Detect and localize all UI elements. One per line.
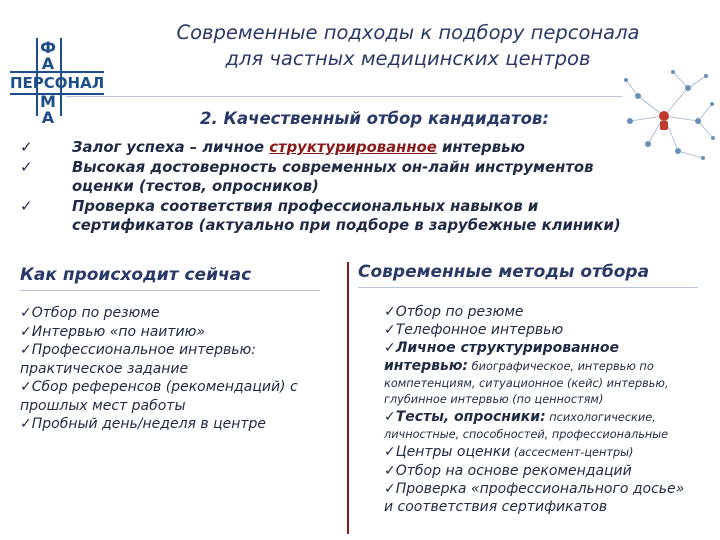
list-item xyxy=(20,341,340,360)
checkmark-icon: ✓ xyxy=(384,304,396,320)
left-column-heading: Как происходит сейчас xyxy=(20,265,252,285)
list-item-text: Проверка «профессионального досье» xyxy=(395,481,685,497)
list-item xyxy=(20,323,340,342)
title-line-2: для частных медицинских центров xyxy=(225,47,591,70)
list-item xyxy=(20,378,340,397)
list-item-continued: прошлых мест работы xyxy=(20,397,186,414)
logo-letter: А xyxy=(41,108,55,127)
right-heading-underline xyxy=(358,287,698,288)
slide-title xyxy=(118,20,698,72)
key-point xyxy=(20,158,700,197)
logo-letter: М xyxy=(40,92,56,111)
key-point-text: Высокая достоверность современных он-лайн инструментов xyxy=(72,158,594,176)
checkmark-icon: ✓ xyxy=(20,323,32,340)
title-line-1: Современные подходы к подбору персонала xyxy=(176,21,640,44)
list-item xyxy=(20,415,340,434)
checkmark-icon: ✓ xyxy=(384,463,396,479)
list-item-detail: биографическое, интервью по xyxy=(468,360,654,373)
list-item xyxy=(384,408,714,427)
list-item-detail: глубинное интервью (по ценностям) xyxy=(384,393,604,406)
list-item-continued: и соответствия сертификатов xyxy=(384,499,608,515)
list-item-text: Профессиональное интервью: xyxy=(31,342,256,358)
list-item-text: Сбор референсов (рекомендаций) с xyxy=(31,379,298,395)
key-point-text: Проверка соответствия профессиональных навыков и xyxy=(72,197,539,215)
list-item xyxy=(384,462,714,480)
list-item-text: Отбор на основе рекомендаций xyxy=(395,463,632,479)
key-points-list xyxy=(20,138,700,236)
list-item xyxy=(384,339,714,357)
checkmark-icon: ✓ xyxy=(20,196,33,215)
right-column-heading: Современные методы отбора xyxy=(358,262,650,282)
list-item-continued xyxy=(384,357,714,376)
checkmark-icon: ✓ xyxy=(20,342,32,358)
list-item-text: Пробный день/неделя в центре xyxy=(31,416,267,432)
list-item-text: интервью: xyxy=(384,358,469,374)
list-item-text: Тесты, опросники: xyxy=(395,409,546,425)
title-divider xyxy=(66,96,622,97)
checkmark-icon: ✓ xyxy=(384,481,396,497)
list-item xyxy=(384,443,714,462)
logo-row-text: ПЕРСОНАЛ xyxy=(10,71,104,95)
list-item xyxy=(20,304,340,323)
checkmark-icon: ✓ xyxy=(20,138,33,156)
key-point xyxy=(20,197,700,236)
list-item-text: Интервью «по наитию» xyxy=(31,323,206,340)
list-item-continued: практическое задание xyxy=(20,360,189,377)
key-point-text: сертификатов (актуально при подборе в зарубежные клиники) xyxy=(72,217,621,234)
list-item-detail: личностные, способностей, профессиональные xyxy=(384,428,669,441)
checkmark-icon: ✓ xyxy=(384,322,396,338)
checkmark-icon: ✓ xyxy=(20,416,32,432)
section-subtitle: 2. Качественный отбор кандидатов: xyxy=(200,109,549,128)
list-item-text: Отбор по резюме xyxy=(395,304,524,320)
list-item-detail: компетенциям, ситуационное (кейс) интервью, xyxy=(384,377,669,390)
checkmark-icon: ✓ xyxy=(20,157,33,176)
list-item xyxy=(384,303,714,321)
key-point xyxy=(20,138,700,158)
modern-methods-list xyxy=(384,303,714,516)
list-item xyxy=(384,480,714,498)
checkmark-icon: ✓ xyxy=(20,305,32,321)
key-point-underlined: структурированное xyxy=(269,139,437,156)
current-methods-list xyxy=(20,304,340,434)
key-point-text: Залог успеха – личное xyxy=(72,139,270,156)
checkmark-icon: ✓ xyxy=(384,340,396,356)
list-item-detail: психологические, xyxy=(545,411,656,424)
list-item-text: Отбор по резюме xyxy=(31,305,160,321)
list-item-text: Телефонное интервью xyxy=(395,322,564,338)
column-divider xyxy=(347,262,349,534)
key-point-text: интервью xyxy=(436,139,525,156)
fama-personal-logo xyxy=(8,38,108,127)
checkmark-icon: ✓ xyxy=(384,409,396,425)
list-item xyxy=(384,321,714,339)
list-item-text: Личное структурированное xyxy=(395,340,619,356)
left-heading-underline xyxy=(20,290,320,291)
checkmark-icon: ✓ xyxy=(20,379,32,395)
key-point-text: оценки (тестов, опросников) xyxy=(72,178,319,195)
checkmark-icon: ✓ xyxy=(384,444,396,460)
list-item-detail: (ассесмент-центры) xyxy=(510,446,634,459)
logo-letter: А xyxy=(41,54,55,73)
list-item-text: Центры оценки xyxy=(395,444,511,460)
logo-letter: Ф xyxy=(40,38,56,57)
